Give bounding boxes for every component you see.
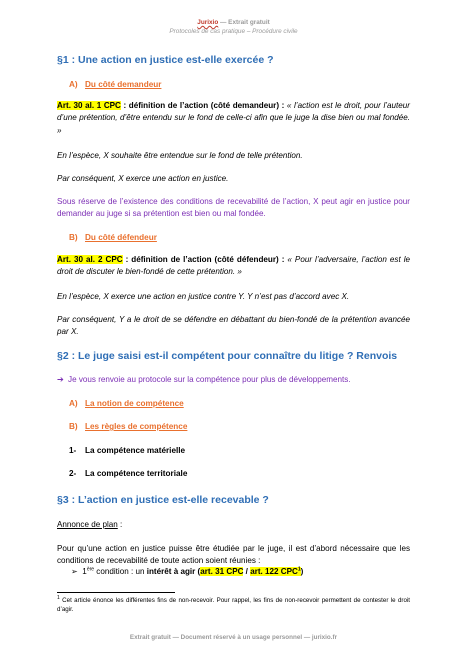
footnote-1 [57, 594, 410, 615]
condition-interet-a-agir: intérêt à agir [146, 567, 196, 576]
footnote-ref[interactable]: 1 [297, 566, 301, 573]
annonce-label: Annonce de plan [57, 520, 118, 529]
article-30-2-quote: « Pour l’adversaire, l’action est le droit de discuter le bien-fondé de cette prétention. » [57, 255, 410, 277]
paragraph-reserve: Sous réserve de l’existence des conditions de recevabilité de l’action, X peut agir en justice pour demander au juge si sa prétention est bien ou mal fondée. [57, 197, 410, 219]
article-30-2-ref: Art. 30 al. 2 CPC [57, 255, 123, 264]
annonce-de-plan [57, 519, 410, 531]
bullet-arrow-icon: ➢ [71, 567, 78, 576]
subsection-1b-title: Du côté défendeur [85, 233, 157, 242]
arrow-right-icon: ➔ [57, 375, 64, 384]
condition-list-item [71, 566, 410, 578]
subsection-1a-heading [69, 80, 161, 89]
article-30-1-definition: : définition de l’action (côté demandeur) : [120, 101, 285, 110]
subsection-2b-heading [69, 422, 187, 431]
paragraph-conditions-intro: Pour qu’une action en justice puisse être étudiée par le juge, il est d’abord nécessaire que les conditions de recevabilité de toute action soient réunies : [57, 544, 410, 565]
numbered-item-1-label: 1- [69, 446, 77, 455]
paragraph-espece-2: En l’espèce, X exerce une action en justice contre Y. Y n’est pas d’accord avec X. [57, 292, 350, 301]
condition-ordinal: ère [86, 566, 95, 573]
condition-text: condition : un [94, 567, 147, 576]
condition-number: 1 [82, 567, 87, 576]
renvoi-text: Je vous renvoie au protocole sur la compétence pour plus de développements. [68, 375, 351, 384]
article-30-2-paragraph [57, 254, 410, 279]
renvoi-line [57, 374, 410, 386]
subsection-2b-label: B) [69, 422, 78, 431]
subsection-2a-heading [69, 399, 184, 408]
numbered-item-2-title: La compétence territoriale [85, 469, 188, 478]
page-header-line2: Protocoles de cas pratique – Procédure civile [169, 28, 298, 35]
paragraph-espece-1: En l’espèce, X souhaite être entendue sur le fond de telle prétention. [57, 151, 303, 160]
article-30-1-ref: Art. 30 al. 1 CPC [57, 101, 121, 110]
subsection-2a-label: A) [69, 399, 78, 408]
numbered-item-1 [69, 446, 185, 455]
paragraph-consequence-1: Par conséquent, X exerce une action en justice. [57, 174, 229, 183]
annonce-colon: : [117, 520, 123, 529]
footnote-text: Cet article énonce les différentes fins de non-recevoir. Pour rappel, les fins de non-recevoir permettent de contester le droit d’agir. [57, 597, 410, 613]
page-header-line1 [0, 19, 467, 26]
subsection-1a-label: A) [69, 80, 78, 89]
footnote-divider [57, 592, 175, 593]
condition-art-31: art. 31 CPC [200, 567, 244, 576]
section-2-title: §2 : Le juge saisi est-il compétent pour connaître du litige ? Renvois [57, 350, 398, 362]
article-30-1-paragraph [57, 100, 410, 137]
header-extract-label: — Extrait gratuit [218, 19, 270, 26]
condition-paren-open: ( [195, 567, 201, 576]
page-footer: Extrait gratuit — Document réservé à un usage personnel — jurixio.fr [129, 634, 338, 641]
footnote-number: 1 [57, 594, 60, 601]
subsection-1b-heading [69, 233, 157, 242]
condition-art-122 [250, 567, 300, 576]
section-3-title: §3 : L’action en justice est-elle recevable ? [57, 494, 269, 506]
subsection-1b-label: B) [69, 233, 78, 242]
numbered-item-2-label: 2- [69, 469, 77, 478]
section-1-title: §1 : Une action en justice est-elle exercée ? [57, 54, 274, 66]
subsection-2a-title: La notion de compétence [85, 399, 184, 408]
brand-name: Jurixio [197, 19, 219, 26]
condition-art-122-label: art. 122 CPC [250, 567, 298, 576]
numbered-item-2 [69, 469, 187, 478]
article-30-1-quote: « l’action est le droit, pour l’auteur d’une prétention, d’être entendu sur le fond de celle-ci afin que le juge la dise bien ou mal fondée. » [57, 101, 410, 135]
subsection-2b-title: Les règles de compétence [85, 422, 188, 431]
numbered-item-1-title: La compétence matérielle [85, 446, 186, 455]
condition-separator: / [243, 567, 251, 576]
paragraph-consequence-2: Par conséquent, Y a le droit de se défendre en débattant du bien-fondé de la prétention avancée par X. [57, 315, 410, 337]
subsection-1a-title: Du côté demandeur [85, 80, 162, 89]
article-30-2-definition: : définition de l’action (côté défendeur) : [122, 255, 285, 264]
condition-paren-close: ) [300, 567, 304, 576]
